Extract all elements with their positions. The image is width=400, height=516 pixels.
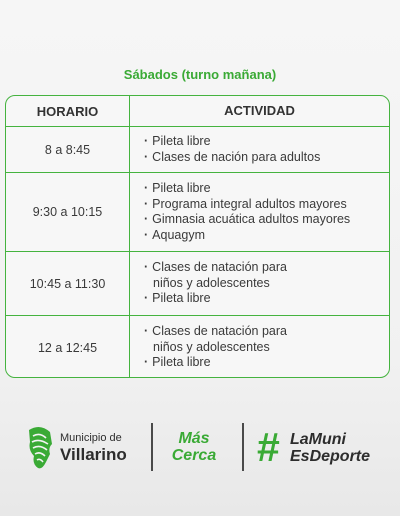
row-activities xyxy=(129,316,389,378)
municipio-label: Municipio de xyxy=(60,432,122,444)
table-row xyxy=(6,315,389,378)
activity-item: · Programa integral adultos mayores xyxy=(144,197,389,213)
hashtag xyxy=(290,431,370,465)
villarino-label: Villarino xyxy=(60,445,127,464)
activity-item: · Pileta libre xyxy=(144,181,389,197)
activity-item: · Clases de nación para adultos xyxy=(144,150,389,166)
schedule-title: Sábados (turno mañana) xyxy=(123,67,277,82)
header-horario: HORARIO xyxy=(36,103,99,119)
header-actividad: ACTIVIDAD xyxy=(129,96,389,126)
schedule-table xyxy=(5,95,390,378)
table-row xyxy=(6,172,389,251)
table-row xyxy=(6,126,389,172)
villarino-logo-icon xyxy=(26,424,54,470)
row-time: 9:30 a 10:15 xyxy=(32,205,103,219)
activity-item: · Pileta libre xyxy=(144,291,389,307)
activity-item: · Pileta libre xyxy=(144,355,389,371)
hashtag-line2: EsDeporte xyxy=(290,448,371,465)
activity-item-continuation: niños y adolescentes xyxy=(153,339,270,354)
row-time: 8 a 8:45 xyxy=(44,142,91,157)
row-activities xyxy=(129,127,389,172)
table-row xyxy=(6,251,389,315)
hashtag-line1: LaMuni xyxy=(290,431,346,448)
slogan-line2: Cerca xyxy=(171,447,217,464)
activity-item: · Gimnasia acuática adultos mayores xyxy=(144,212,389,228)
activity-item: · Clases de natación para xyxy=(144,324,389,340)
row-activities xyxy=(129,173,389,251)
activity-item: · Pileta libre xyxy=(144,134,389,150)
row-time: 10:45 a 11:30 xyxy=(29,276,106,291)
row-activities xyxy=(129,252,389,315)
table-header-row xyxy=(6,96,389,126)
activity-item: · Clases de natación para xyxy=(144,260,389,276)
activity-item: · Aquagym xyxy=(144,228,389,244)
footer-divider xyxy=(242,423,244,471)
row-time: 12 a 12:45 xyxy=(37,340,98,355)
activity-item-continuation: niños y adolescentes xyxy=(153,275,270,290)
hash-symbol: # xyxy=(257,424,280,470)
slogan xyxy=(166,430,222,464)
footer xyxy=(0,420,400,478)
footer-divider xyxy=(151,423,153,471)
slogan-line1: Más xyxy=(178,430,210,447)
